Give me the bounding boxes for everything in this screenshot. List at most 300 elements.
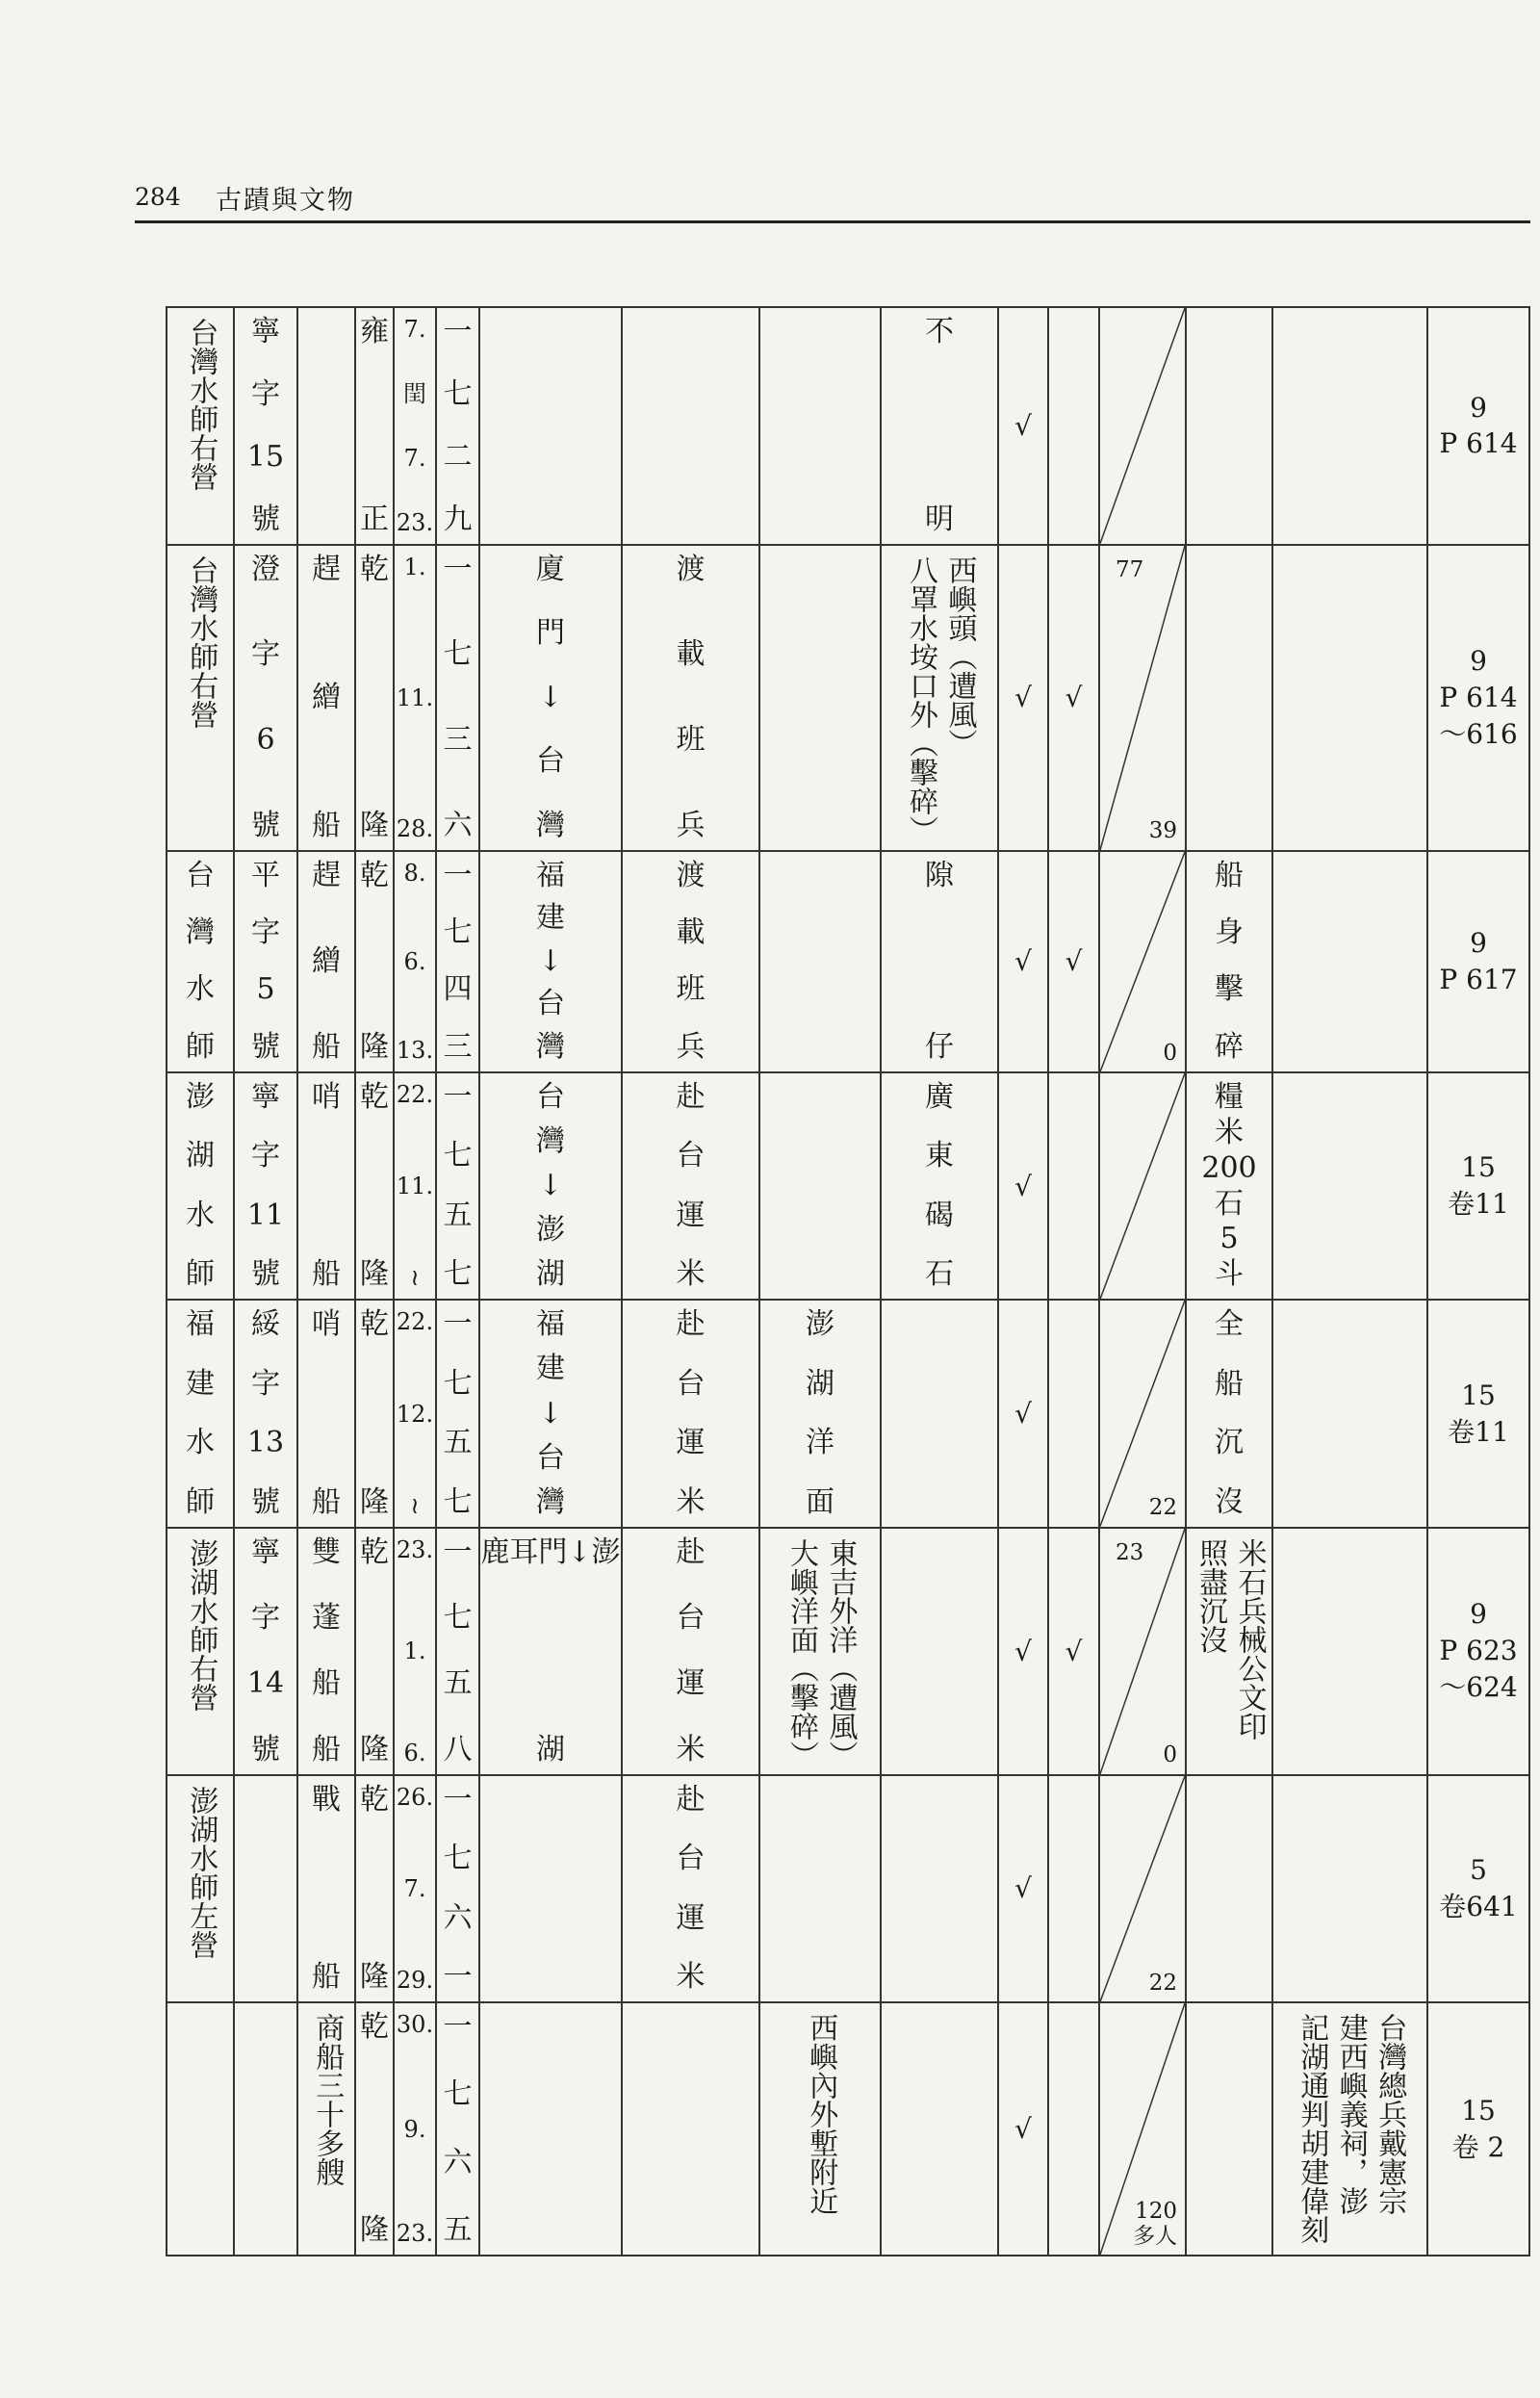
ship-id-cell-char: 號: [251, 1257, 280, 1292]
purpose-cell-char: 米: [676, 1484, 706, 1519]
purpose-cell-stack: [623, 308, 758, 544]
loss-cell: [1186, 1528, 1272, 1775]
ship-id-cell-char: 11: [246, 1198, 285, 1232]
ship-id-cell-stack: [235, 546, 296, 850]
purpose-cell-stack: [623, 852, 758, 1071]
ship-id-cell-char: 字: [251, 637, 280, 672]
purpose-cell: [622, 545, 759, 851]
place-cell-column: 東吉外洋（遭風）: [823, 1537, 858, 1769]
date-cell-char: 閏: [403, 379, 426, 407]
ship-type-cell: [297, 851, 355, 1072]
purpose-cell-char: 運: [676, 1900, 706, 1935]
purpose-cell-char: 米: [676, 1257, 706, 1292]
date-cell-stack: [395, 1073, 435, 1299]
era-cell: [355, 1072, 394, 1300]
route-cell-char: 灣: [536, 1029, 565, 1064]
unit-cell: [167, 307, 234, 545]
year-cell-stack: [437, 1073, 478, 1299]
ship-type-cell: [297, 1775, 355, 2002]
people-box: [1100, 2003, 1185, 2255]
route-cell-char: 建: [536, 901, 565, 936]
era-cell-char: 隆: [360, 1029, 389, 1064]
ship-id-cell-char: 5: [256, 972, 275, 1007]
cause-cell-char: 碣: [925, 1198, 954, 1232]
era-cell-stack: [356, 1301, 393, 1526]
route-cell-stack: [480, 852, 621, 1071]
date-cell-char: 23.: [396, 2220, 434, 2247]
year-cell: [436, 307, 479, 545]
date-cell-stack: [395, 546, 435, 850]
year-cell-char: 一: [443, 1960, 473, 1994]
check-mark-b: √: [1048, 851, 1099, 1072]
year-cell-char: 八: [443, 1732, 473, 1766]
ship-id-cell: [234, 1300, 297, 1527]
ship-id-cell-char: 15: [246, 439, 285, 474]
source-line: ～616: [1439, 717, 1518, 750]
place-cell-vertical: [760, 2003, 880, 2255]
purpose-cell-char: 台: [676, 1139, 706, 1173]
unit-cell-vertical: [167, 1776, 233, 2001]
note-cell-column: 建西嶼義祠，澎: [1333, 2013, 1368, 2216]
unit-cell-vertical: [167, 1529, 233, 1774]
route-cell-char: 廈: [536, 552, 565, 586]
ship-type-cell-stack: [298, 852, 354, 1071]
year-cell-stack: [437, 546, 478, 850]
loss-cell-char: 沒: [1215, 1484, 1244, 1519]
loss-cell: [1186, 545, 1272, 851]
purpose-cell-char: 渡: [676, 552, 706, 586]
route-cell-stack: [480, 1776, 621, 2001]
year-cell-char: 九: [443, 502, 473, 536]
note-cell-stack: [1273, 1776, 1426, 2001]
date-cell: [394, 1072, 436, 1300]
place-cell-stack: [760, 1073, 880, 1299]
ship-id-cell-char: 寧: [251, 315, 280, 348]
source-line: 卷641: [1439, 1890, 1518, 1922]
unit-cell: [167, 1072, 234, 1300]
era-cell-char: 隆: [360, 1257, 389, 1292]
purpose-cell-stack: [623, 1301, 758, 1526]
route-cell-char: 台: [536, 744, 565, 779]
year-cell-stack: [437, 852, 478, 1071]
purpose-cell: [622, 1072, 759, 1300]
year-cell-char: 六: [443, 808, 473, 842]
route-cell-char: 灣: [536, 808, 565, 842]
date-cell-char: 13.: [396, 1036, 434, 1064]
ship-type-cell-char: 船: [312, 1484, 341, 1519]
date-cell-char: 7.: [403, 316, 426, 343]
unit-cell-stack: [167, 852, 233, 1071]
table-row: [167, 1775, 1529, 2002]
diagonal-slash: [1100, 852, 1185, 1071]
cause-cell-char: 明: [925, 502, 954, 536]
place-cell: [759, 1775, 881, 2002]
route-cell-char: 台: [536, 1079, 565, 1114]
diagonal-slash: [1100, 1073, 1185, 1299]
year-cell: [436, 2002, 479, 2256]
place-cell: [759, 1528, 881, 1775]
era-cell: [355, 1775, 394, 2002]
year-cell-char: 五: [443, 1426, 473, 1460]
era-cell-char: 隆: [360, 2213, 389, 2247]
route-cell-char: 門: [536, 616, 565, 651]
loss-cell-char: 船: [1215, 858, 1244, 892]
purpose-cell-char: 赴: [676, 1307, 706, 1342]
check-mark-b: [1048, 1072, 1099, 1300]
year-cell-char: 六: [443, 2145, 473, 2179]
ship-id-cell-char: 13: [246, 1426, 285, 1460]
loss-cell-column: 米石兵械公文印: [1232, 1537, 1267, 1740]
diagonal-slash: [1100, 308, 1185, 544]
date-cell: [394, 851, 436, 1072]
people-cell: [1099, 545, 1186, 851]
unit-cell-stack: [167, 1301, 233, 1526]
ship-id-cell-char: 字: [251, 1139, 280, 1173]
unit-cell-column: 澎湖水師右營: [184, 1537, 218, 1712]
cause-cell-stack: [882, 1301, 997, 1526]
unit-cell-char: 師: [186, 1484, 215, 1519]
date-cell-char: 6.: [403, 1739, 426, 1766]
place-cell: [759, 851, 881, 1072]
loss-cell-char: 米: [1215, 1115, 1244, 1149]
ship-id-cell-char: 字: [251, 915, 280, 950]
ship-type-cell: [297, 307, 355, 545]
year-cell-stack: [437, 1529, 478, 1774]
cause-cell-char: 石: [925, 1257, 954, 1292]
loss-cell-char: 碎: [1215, 1029, 1244, 1064]
unit-cell-stack: [167, 1073, 233, 1299]
route-cell-stack: [480, 546, 621, 850]
check-mark-a: √: [998, 1775, 1048, 2002]
era-cell-char: 隆: [360, 1732, 389, 1766]
date-cell-stack: [395, 2003, 435, 2255]
year-cell-stack: [437, 1776, 478, 2001]
loss-cell-vertical: [1187, 1529, 1271, 1774]
cause-cell: [881, 307, 998, 545]
source-line: 9: [1470, 926, 1487, 959]
note-cell: [1272, 1072, 1427, 1300]
place-cell-column: 西嶼內外塹附近: [804, 2013, 838, 2216]
unit-cell: [167, 2002, 234, 2256]
era-cell-char: 雍: [360, 315, 389, 348]
people-box: [1100, 852, 1185, 1071]
ship-id-cell-stack: [235, 1301, 296, 1526]
loss-cell-char: 糧: [1215, 1079, 1244, 1114]
people-cell: [1099, 307, 1186, 545]
ship-id-cell-char: 號: [251, 808, 280, 842]
date-cell-char: 6.: [403, 947, 426, 975]
cause-cell: [881, 1528, 998, 1775]
purpose-cell-stack: [623, 2003, 758, 2255]
route-cell-stack: [480, 308, 621, 544]
loss-cell: [1186, 851, 1272, 1072]
unit-cell: [167, 851, 234, 1072]
check-mark-b: [1048, 1775, 1099, 2002]
era-cell-stack: [356, 1073, 393, 1299]
route-cell-char: 福: [536, 1307, 565, 1342]
year-cell-char: 五: [443, 1198, 473, 1232]
route-cell-char: 鹿耳門↓澎: [480, 1534, 621, 1569]
ship-id-cell-char: 平: [251, 858, 280, 892]
note-cell-stack: [1273, 1073, 1426, 1299]
era-cell-char: 乾: [360, 858, 389, 892]
route-cell: [479, 1300, 622, 1527]
unit-cell-column: 台灣水師右營: [184, 554, 218, 729]
table-row: [167, 1300, 1529, 1527]
year-cell: [436, 1300, 479, 1527]
era-cell: [355, 545, 394, 851]
purpose-cell: [622, 1528, 759, 1775]
ship-id-cell-char: 寧: [251, 1079, 280, 1114]
source-line: 9: [1470, 644, 1487, 677]
year-cell-stack: [437, 1301, 478, 1526]
cause-cell-char: 仔: [925, 1029, 954, 1064]
ship-type-cell: [297, 545, 355, 851]
purpose-cell-char: 赴: [676, 1079, 706, 1114]
source-cell: [1427, 1528, 1529, 1775]
ship-id-cell-char: 字: [251, 1366, 280, 1401]
people-cell: [1099, 1528, 1186, 1775]
route-cell: [479, 307, 622, 545]
year-cell-stack: [437, 308, 478, 544]
ship-id-cell-char: 字: [251, 1601, 280, 1636]
purpose-cell: [622, 851, 759, 1072]
loss-cell: [1186, 1775, 1272, 2002]
date-cell-char: 23.: [396, 1535, 434, 1563]
era-cell-char: 乾: [360, 2010, 389, 2045]
date-cell-stack: [395, 1301, 435, 1526]
era-cell: [355, 1300, 394, 1527]
ship-id-cell-char: 字: [251, 376, 280, 411]
source-line: 卷11: [1448, 1415, 1509, 1448]
place-cell-column: 大嶼洋面（擊碎）: [784, 1537, 818, 1769]
place-cell-stack: [760, 852, 880, 1071]
page-header: [135, 179, 1530, 222]
date-cell-stack: [395, 852, 435, 1071]
era-cell-stack: [356, 2003, 393, 2255]
ship-type-cell-char: 戰: [312, 1782, 341, 1817]
era-cell: [355, 1528, 394, 1775]
place-cell: [759, 1072, 881, 1300]
unit-cell-char: 水: [186, 1198, 215, 1232]
year-cell-char: 一: [443, 858, 473, 892]
date-cell-char: 11.: [396, 1173, 434, 1200]
loss-cell-char: 5: [1219, 1222, 1239, 1256]
cause-cell-vertical: [882, 546, 997, 850]
note-cell: [1272, 851, 1427, 1072]
people-cell: [1099, 2002, 1186, 2256]
era-cell: [355, 307, 394, 545]
note-cell-stack: [1273, 308, 1426, 544]
date-cell-char: 28.: [396, 814, 434, 842]
era-cell: [355, 851, 394, 1072]
purpose-cell-char: 運: [676, 1426, 706, 1460]
shipwreck-table: [166, 306, 1530, 2256]
route-cell: [479, 1072, 622, 1300]
people-bottom: 22: [1148, 1495, 1177, 1521]
date-cell-stack: [395, 1776, 435, 2001]
table-row: [167, 545, 1529, 851]
note-cell: [1272, 1775, 1427, 2002]
unit-cell-char: 水: [186, 1426, 215, 1460]
route-cell-stack: [480, 1073, 621, 1299]
ship-type-cell-char: 趕: [312, 552, 341, 586]
diagonal-slash: [1100, 1529, 1185, 1774]
loss-cell-stack: [1187, 1776, 1271, 2001]
ship-type-cell-vertical: [298, 2003, 354, 2255]
unit-cell-char: 建: [186, 1366, 215, 1401]
loss-cell-stack: [1187, 1073, 1271, 1299]
note-cell: [1272, 2002, 1427, 2256]
era-cell: [355, 2002, 394, 2256]
era-cell-stack: [356, 852, 393, 1071]
people-bottom: 0: [1163, 1040, 1177, 1066]
year-cell: [436, 1775, 479, 2002]
unit-cell-char: 灣: [186, 915, 215, 950]
ship-type-cell-stack: [298, 1529, 354, 1774]
loss-cell: [1186, 1300, 1272, 1527]
check-mark-b: [1048, 2002, 1099, 2256]
table-row: [167, 1072, 1529, 1300]
unit-cell-char: 師: [186, 1029, 215, 1064]
people-box: [1100, 1529, 1185, 1774]
book-title: 古蹟與文物: [216, 186, 355, 216]
route-cell-char: 福: [536, 858, 565, 892]
loss-cell-char: 石: [1215, 1186, 1244, 1221]
source-line: 15: [1461, 2094, 1496, 2127]
place-cell-char: 面: [806, 1484, 834, 1519]
note-cell-stack: [1273, 1301, 1426, 1526]
year-cell-char: 七: [443, 1484, 473, 1519]
route-cell-char: ↓: [538, 680, 563, 714]
people-cell: [1099, 1300, 1186, 1527]
era-cell-char: 隆: [360, 1484, 389, 1519]
route-cell-char: ↓: [538, 1396, 563, 1431]
note-cell-stack: [1273, 852, 1426, 1071]
era-cell-stack: [356, 308, 393, 544]
loss-cell-char: 身: [1215, 915, 1244, 950]
unit-cell-char: 福: [186, 1307, 215, 1342]
route-cell-char: 灣: [536, 1484, 565, 1519]
purpose-cell: [622, 2002, 759, 2256]
place-cell-char: 洋: [806, 1426, 834, 1460]
date-cell-char: 29.: [396, 1967, 434, 1995]
purpose-cell: [622, 307, 759, 545]
page-number: 284: [135, 183, 181, 211]
ship-type-cell-char: 船: [312, 808, 341, 842]
date-cell-stack: [395, 1529, 435, 1774]
cause-cell-stack: [882, 1529, 997, 1774]
table-row: [167, 2002, 1529, 2256]
ship-type-cell-stack: [298, 1776, 354, 2001]
place-cell-char: 澎: [806, 1307, 834, 1342]
purpose-cell-char: 運: [676, 1198, 706, 1232]
cause-cell: [881, 851, 998, 1072]
cause-cell: [881, 545, 998, 851]
year-cell-char: 一: [443, 2010, 473, 2045]
purpose-cell-char: 兵: [676, 1029, 706, 1064]
era-cell-char: 乾: [360, 1782, 389, 1817]
cause-cell: [881, 1300, 998, 1527]
people-box: [1100, 1073, 1185, 1299]
note-cell-stack: [1273, 546, 1426, 850]
check-mark-b: [1048, 1300, 1099, 1527]
ship-type-cell-char: 船: [312, 1666, 341, 1701]
ship-id-cell: [234, 851, 297, 1072]
people-bottom: 0: [1163, 1742, 1177, 1768]
purpose-cell-char: 赴: [676, 1782, 706, 1817]
date-cell-char: 7.: [403, 1874, 426, 1902]
route-cell-char: 台: [536, 987, 565, 1021]
note-cell-column: 記湖通判胡建偉刻: [1295, 2013, 1329, 2245]
year-cell-stack: [437, 2003, 478, 2255]
purpose-cell-char: 台: [676, 1366, 706, 1401]
route-cell-char: 灣: [536, 1124, 565, 1159]
cause-cell-stack: [882, 1073, 997, 1299]
check-mark-a: √: [998, 307, 1048, 545]
source-line: 9: [1470, 391, 1487, 424]
source-cell: [1427, 1072, 1529, 1300]
route-cell-stack: [480, 1301, 621, 1526]
date-cell-char: 26.: [396, 1783, 434, 1811]
people-bottom: 120 多人: [1133, 2199, 1177, 2249]
people-box: [1100, 1776, 1185, 2001]
date-cell-stack: [395, 308, 435, 544]
purpose-cell-char: 班: [676, 972, 706, 1007]
purpose-cell-stack: [623, 1529, 758, 1774]
date-cell: [394, 1300, 436, 1527]
era-cell-stack: [356, 1776, 393, 2001]
date-cell-char: 7.: [403, 444, 426, 472]
check-mark-b: [1048, 307, 1099, 545]
cause-cell-stack: [882, 1776, 997, 2001]
place-cell: [759, 2002, 881, 2256]
ship-id-cell: [234, 2002, 297, 2256]
note-cell-stack: [1273, 1529, 1426, 1774]
ship-id-cell-stack: [235, 2003, 296, 2255]
year-cell-char: 五: [443, 1666, 473, 1701]
ship-type-cell-char: 趕: [312, 858, 341, 892]
loss-cell-char: 200: [1201, 1150, 1257, 1185]
check-mark-b: √: [1048, 545, 1099, 851]
ship-id-cell: [234, 1528, 297, 1775]
unit-cell-char: 台: [186, 858, 215, 892]
note-cell: [1272, 307, 1427, 545]
ship-id-cell-char: 綏: [251, 1307, 280, 1342]
date-cell-char: 9.: [403, 2115, 426, 2143]
purpose-cell-char: 載: [676, 915, 706, 950]
cause-cell-stack: [882, 852, 997, 1071]
unit-cell-char: 湖: [186, 1139, 215, 1173]
year-cell-char: 一: [443, 315, 473, 348]
loss-cell-char: 全: [1215, 1307, 1244, 1342]
source-cell: [1427, 1775, 1529, 2002]
unit-cell-stack: [167, 2003, 233, 2255]
source-line: 15: [1461, 1379, 1496, 1411]
year-cell-char: 六: [443, 1900, 473, 1935]
place-cell-stack: [760, 308, 880, 544]
loss-cell-stack: [1187, 546, 1271, 850]
people-cell: [1099, 1072, 1186, 1300]
purpose-cell-stack: [623, 1073, 758, 1299]
date-cell-char: 8.: [403, 859, 426, 887]
people-box: [1100, 546, 1185, 850]
cause-cell-char: 廣: [925, 1079, 954, 1114]
people-box: [1100, 1301, 1185, 1526]
table-row: [167, 851, 1529, 1072]
ship-id-cell-char: 號: [251, 502, 280, 536]
source-cell: [1427, 2002, 1529, 2256]
